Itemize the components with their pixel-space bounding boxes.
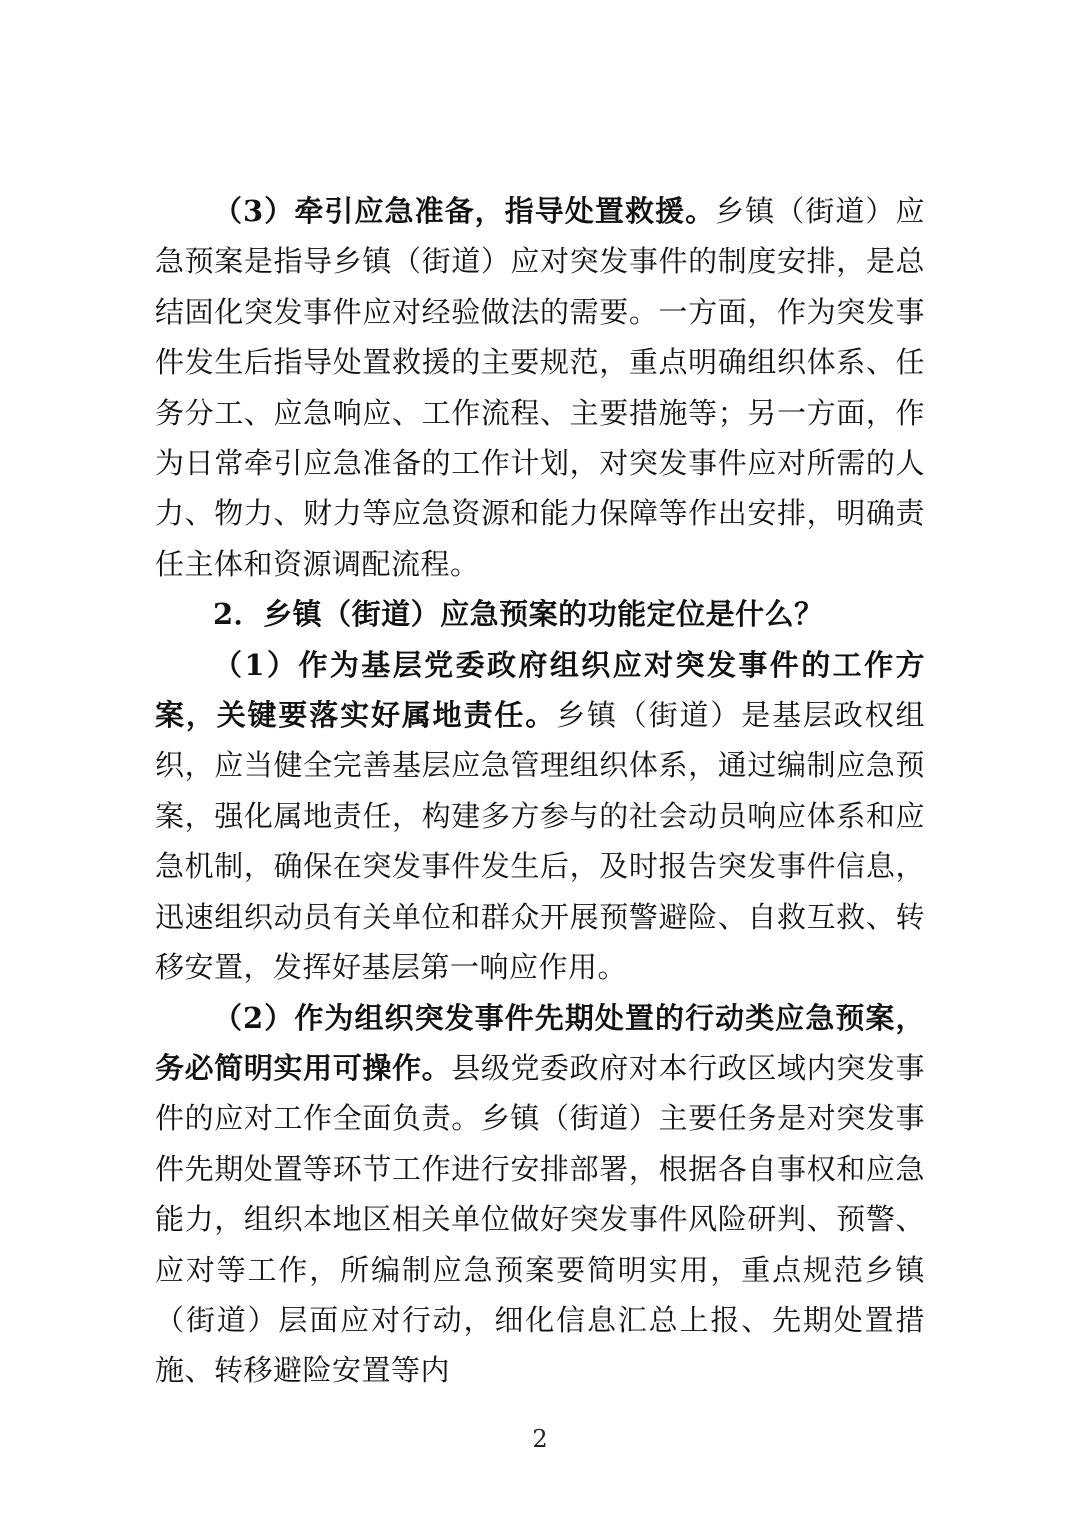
paragraph-emergency-preparation (155, 186, 925, 589)
paragraph-action-plan (155, 993, 925, 1396)
section-heading-function-positioning (155, 589, 925, 639)
paragraph-heading: （1）作为基层党委政府组织应对突发事件的工作方案，关键要落实好属地责任。 (155, 647, 925, 733)
paragraph-heading: （2）作为组织突发事件先期处置的行动类应急预案，务必简明实用可操作。 (155, 1000, 925, 1085)
document-body (155, 186, 925, 1396)
paragraph-text: 乡镇（街道）应急预案是指导乡镇（街道）应对突发事件的制度安排，是总结固化突发事件应对经验做法的需要。一方面，作为突发事件发生后指导处置救援的主要规范，重点明确组织体系、任务分工、应急响应、工作流程、主要措施等；另一方面，作为日常牵引应急准备的工作计划，对突发事件应对所需的人力、物力、财力等应急资源和能力保障等作出安排，明确责任主体和资源调配流程。 (155, 194, 925, 581)
page-number: 2 (532, 1425, 548, 1453)
section-heading: 2．乡镇（街道）应急预案的功能定位是什么？ (213, 597, 824, 632)
paragraph-text: 乡镇（街道）是基层政权组织，应当健全完善基层应急管理组织体系，通过编制应急预案，强化属地责任，构建多方参与的社会动员响应体系和应急机制，确保在突发事件发生后，及时报告突发事件信息，迅速组织动员有关单位和群众开展预警避险、自救互救、转移安置，发挥好基层第一响应作用。 (155, 698, 925, 985)
paragraph-text: 县级党委政府对本行政区域内突发事件的应对工作全面负责。乡镇（街道）主要任务是对突发事件先期处置等环节工作进行安排部署，根据各自事权和应急能力，组织本地区相关单位做好突发事件风险研判、预警、应对等工作，所编制应急预案要简明实用，重点规范乡镇（街道）层面应对行动，细化信息汇总上报、先期处置措施、转移避险安置等内 (155, 1050, 925, 1388)
paragraph-work-plan (155, 640, 925, 993)
paragraph-heading: （3）牵引应急准备，指导处置救援。 (213, 194, 716, 228)
